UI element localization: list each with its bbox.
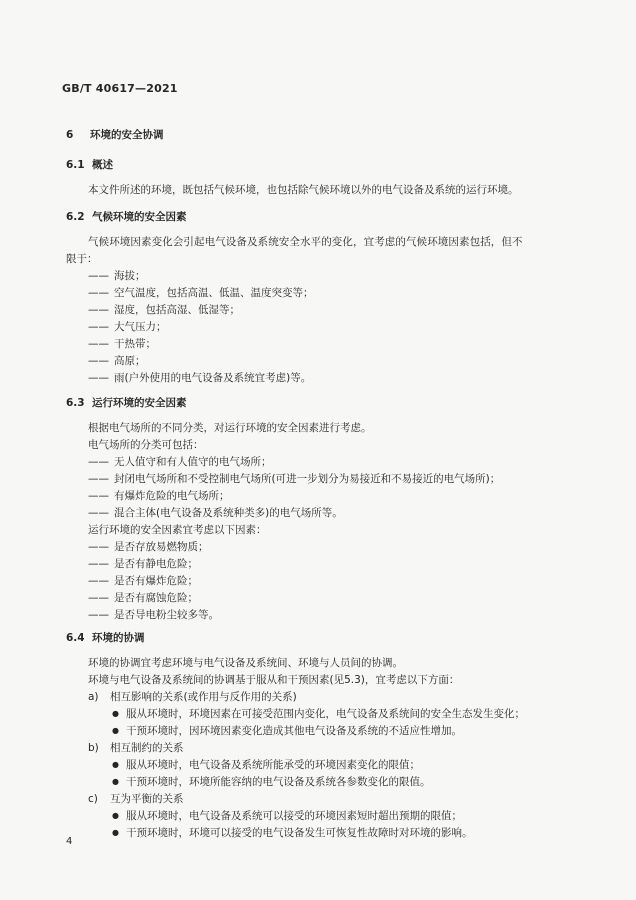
- section-6-1-heading: [66, 158, 113, 172]
- list-item: —— 是否有腐蚀危险；: [88, 592, 198, 604]
- paragraph: 运行环境的安全因素宜考虑以下因素：: [88, 524, 267, 536]
- dash-marker: ——: [88, 287, 109, 299]
- bullet-marker: ●: [112, 760, 119, 769]
- section-title: 环境的安全协调: [90, 129, 164, 141]
- bullet-marker: ●: [112, 828, 119, 837]
- section-6-3-heading: [66, 396, 187, 410]
- section-title: 气候环境的安全因素: [92, 211, 187, 223]
- section-number: 6.3: [66, 397, 85, 409]
- dash-marker: ——: [88, 456, 109, 468]
- list-item: —— 是否导电粉尘较多等。: [88, 609, 219, 621]
- list-item: —— 混合主体(电气设备及系统种类多)的电气场所等。: [88, 507, 343, 519]
- bullet-item: ● 服从环境时，环境因素在可接受范围内变化，电气设备及系统间的安全生态发生变化；: [112, 708, 525, 720]
- list-item: —— 海拔；: [88, 270, 146, 282]
- paragraph: 根据电气场所的不同分类，对运行环境的安全因素进行考虑。: [88, 422, 372, 434]
- section-number: 6: [66, 129, 74, 141]
- section-title: 概述: [92, 159, 113, 171]
- sub-item-c: c) 互为平衡的关系: [88, 793, 184, 805]
- section-title: 环境的协调: [92, 632, 145, 644]
- bullet-item: ● 服从环境时，电气设备及系统可以接受的环境因素短时超出预期的限值；: [112, 810, 462, 822]
- paragraph: 环境的协调宜考虑环境与电气设备及系统间、环境与人员间的协调。: [88, 657, 403, 669]
- list-item: —— 是否有静电危险；: [88, 558, 198, 570]
- paragraph: 本文件所述的环境，既包括气候环境，也包括除气候环境以外的电气设备及系统的运行环境。: [88, 184, 519, 196]
- sub-item-b: b) 相互制约的关系: [88, 742, 184, 754]
- list-item: —— 湿度，包括高湿、低湿等；: [88, 304, 240, 316]
- list-item: —— 无人值守和有人值守的电气场所；: [88, 456, 272, 468]
- standard-number: GB/T 40617—2021: [62, 82, 178, 95]
- dash-marker: ——: [88, 575, 109, 587]
- section-number: 6.4: [66, 632, 85, 644]
- bullet-item: ● 干预环境时，环境可以接受的电气设备发生可恢复性故障时对环境的影响。: [112, 827, 473, 839]
- bullet-item: ● 干预环境时，因环境因素变化造成其他电气设备及系统的不适应性增加。: [112, 725, 462, 737]
- paragraph: 电气场所的分类可包括：: [88, 439, 204, 451]
- dash-marker: ——: [88, 490, 109, 502]
- dash-marker: ——: [88, 321, 109, 333]
- dash-marker: ——: [88, 270, 109, 282]
- section-6-4-heading: [66, 631, 145, 645]
- bullet-marker: ●: [112, 777, 119, 786]
- dash-marker: ——: [88, 541, 109, 553]
- bullet-marker: ●: [112, 811, 119, 820]
- list-item: —— 空气温度，包括高温、低温、温度突变等；: [88, 287, 314, 299]
- list-item: —— 是否存放易燃物质；: [88, 541, 209, 553]
- list-item: —— 高原；: [88, 355, 146, 367]
- section-6-2-heading: [66, 210, 187, 224]
- dash-marker: ——: [88, 372, 109, 384]
- paragraph-continued: 限于：: [66, 253, 98, 265]
- list-item: —— 是否有爆炸危险；: [88, 575, 198, 587]
- dash-marker: ——: [88, 592, 109, 604]
- section-title: 运行环境的安全因素: [92, 397, 187, 409]
- page-number: 4: [66, 836, 73, 847]
- bullet-marker: ●: [112, 726, 119, 735]
- dash-marker: ——: [88, 355, 109, 367]
- section-6-heading: [66, 128, 164, 142]
- item-label: c): [88, 793, 98, 805]
- bullet-marker: ●: [112, 709, 119, 718]
- list-item: —— 大气压力；: [88, 321, 167, 333]
- dash-marker: ——: [88, 507, 109, 519]
- paragraph: 环境与电气设备及系统间的协调基于服从和干预因素(见5.3)，宜考虑以下方面：: [88, 674, 460, 686]
- sub-item-a: a) 相互影响的关系(或作用与反作用的关系): [88, 691, 297, 703]
- dash-marker: ——: [88, 304, 109, 316]
- dash-marker: ——: [88, 473, 109, 485]
- dash-marker: ——: [88, 558, 109, 570]
- section-number: 6.1: [66, 159, 85, 171]
- bullet-item: ● 服从环境时，电气设备及系统所能承受的环境因素变化的限值；: [112, 759, 420, 771]
- list-item: —— 封闭电气场所和不受控制电气场所(可进一步划分为易接近和不易接近的电气场所)；: [88, 473, 501, 485]
- bullet-item: ● 干预环境时，环境所能容纳的电气设备及系统各参数变化的限值。: [112, 776, 431, 788]
- list-item: —— 雨(户外使用的电气设备及系统宜考虑)等。: [88, 372, 312, 384]
- dash-marker: ——: [88, 609, 109, 621]
- dash-marker: ——: [88, 338, 109, 350]
- list-item: —— 有爆炸危险的电气场所；: [88, 490, 230, 502]
- list-item: —— 干热带；: [88, 338, 156, 350]
- paragraph: 气候环境因素变化会引起电气设备及系统安全水平的变化，宜考虑的气候环境因素包括，但不: [88, 236, 523, 248]
- item-label: b): [88, 742, 99, 754]
- item-label: a): [88, 691, 99, 703]
- section-number: 6.2: [66, 211, 85, 223]
